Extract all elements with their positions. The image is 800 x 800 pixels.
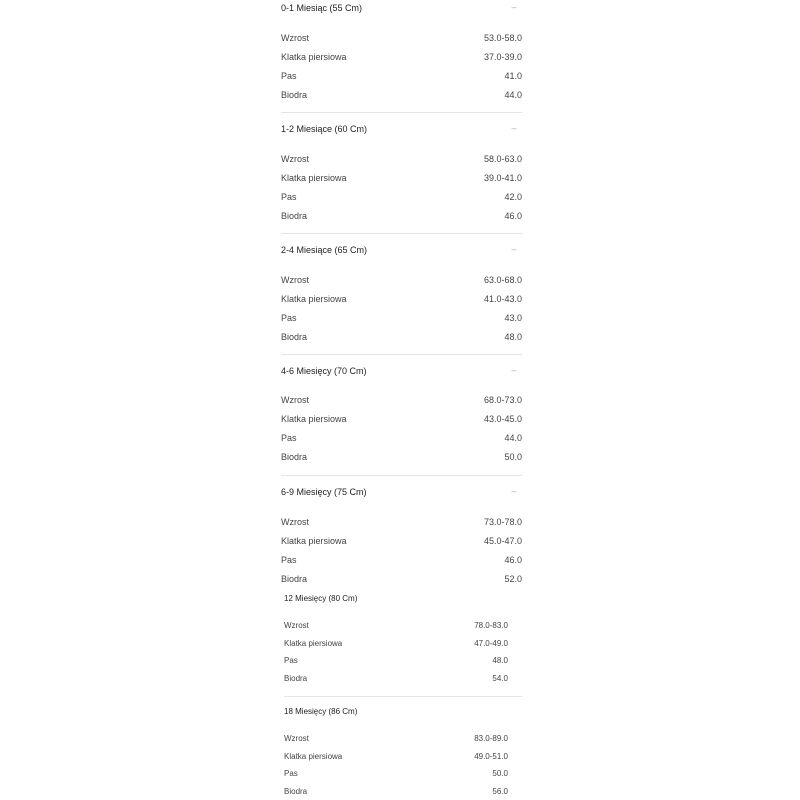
- row-value-chest: 43.0-45.0: [483, 414, 522, 424]
- row-value-waist: 46.0: [504, 555, 522, 565]
- table-row: [281, 430, 522, 446]
- row-label-hips: Biodra: [281, 574, 308, 584]
- size-section-4-6-months: [281, 363, 522, 475]
- table-row: [281, 514, 522, 530]
- row-label-hips: Biodra: [281, 332, 308, 342]
- row-value-hips: 50.0: [504, 452, 522, 462]
- row-value-chest: 39.0-41.0: [483, 173, 522, 183]
- table-row: [281, 291, 522, 307]
- row-value-height: 53.0-58.0: [483, 33, 522, 43]
- table-row: [281, 151, 522, 167]
- row-value-waist: 41.0: [504, 71, 522, 81]
- row-value-chest: 47.0-49.0: [474, 639, 508, 648]
- row-label-chest: Klatka piersiowa: [281, 414, 347, 424]
- section-divider: [281, 233, 522, 234]
- section-divider: [281, 354, 522, 355]
- row-label-height: Wzrost: [281, 395, 309, 405]
- row-value-height: 68.0-73.0: [483, 395, 522, 405]
- row-value-waist: 42.0: [504, 192, 522, 202]
- row-value-chest: 41.0-43.0: [483, 294, 522, 304]
- table-row: [281, 87, 522, 103]
- row-value-height: 63.0-68.0: [483, 275, 522, 285]
- table-row: [284, 731, 508, 747]
- table-row: [281, 411, 522, 427]
- table-row: [281, 49, 522, 65]
- section-divider: [281, 475, 522, 476]
- section-divider: [281, 112, 522, 113]
- table-row: [281, 208, 522, 224]
- row-value-hips: 54.0: [492, 674, 508, 683]
- row-label-height: Wzrost: [281, 275, 309, 285]
- table-row: [281, 310, 522, 326]
- size-section-0-1-months: [281, 0, 522, 112]
- section-divider: [284, 696, 522, 697]
- row-value-hips: 44.0: [504, 90, 522, 100]
- row-label-height: Wzrost: [284, 621, 309, 630]
- table-row: [284, 618, 508, 634]
- row-value-height: 58.0-63.0: [483, 154, 522, 164]
- table-row: [281, 329, 522, 345]
- row-label-hips: Biodra: [284, 787, 308, 796]
- row-value-chest: 49.0-51.0: [474, 752, 508, 761]
- collapse-minus-icon[interactable]: –: [511, 365, 517, 375]
- section-title: 18 Miesięcy (86 Cm): [284, 707, 358, 716]
- table-row: [281, 30, 522, 46]
- row-value-hips: 52.0: [504, 574, 522, 584]
- table-row: [281, 571, 522, 587]
- table-row: [284, 766, 508, 782]
- size-section-12-months: [284, 591, 508, 697]
- row-label-chest: Klatka piersiowa: [281, 173, 347, 183]
- section-title: 1-2 Miesiące (60 Cm): [281, 124, 368, 134]
- table-row: [281, 170, 522, 186]
- row-label-hips: Biodra: [281, 90, 308, 100]
- row-value-waist: 44.0: [504, 433, 522, 443]
- row-value-height: 83.0-89.0: [474, 734, 508, 743]
- row-value-hips: 48.0: [504, 332, 522, 342]
- row-label-hips: Biodra: [281, 211, 308, 221]
- row-value-hips: 46.0: [504, 211, 522, 221]
- collapse-minus-icon[interactable]: –: [511, 123, 517, 133]
- collapse-minus-icon[interactable]: –: [511, 2, 517, 12]
- section-title: 2-4 Miesiące (65 Cm): [281, 245, 368, 255]
- table-row: [284, 784, 508, 800]
- row-value-waist: 48.0: [492, 656, 508, 665]
- table-row: [284, 636, 508, 652]
- table-row: [281, 68, 522, 84]
- table-row: [284, 653, 508, 669]
- table-row: [281, 272, 522, 288]
- section-title: 6-9 Miesięcy (75 Cm): [281, 487, 367, 497]
- row-label-chest: Klatka piersiowa: [284, 639, 343, 648]
- collapse-minus-icon[interactable]: –: [511, 244, 517, 254]
- row-label-height: Wzrost: [284, 734, 309, 743]
- row-value-chest: 37.0-39.0: [483, 52, 522, 62]
- row-label-waist: Pas: [281, 71, 297, 81]
- size-section-18-months: [284, 704, 508, 800]
- row-value-hips: 56.0: [492, 787, 508, 796]
- collapse-minus-icon[interactable]: –: [511, 486, 517, 496]
- row-label-height: Wzrost: [281, 33, 309, 43]
- row-label-chest: Klatka piersiowa: [284, 752, 343, 761]
- row-label-chest: Klatka piersiowa: [281, 536, 347, 546]
- size-section-2-4-months: [281, 242, 522, 354]
- table-row: [281, 392, 522, 408]
- table-row: [281, 449, 522, 465]
- size-section-6-9-months: [281, 484, 522, 588]
- row-label-chest: Klatka piersiowa: [281, 294, 347, 304]
- row-label-hips: Biodra: [284, 674, 308, 683]
- row-label-hips: Biodra: [281, 452, 308, 462]
- row-label-height: Wzrost: [281, 154, 309, 164]
- row-value-chest: 45.0-47.0: [483, 536, 522, 546]
- row-label-waist: Pas: [281, 313, 297, 323]
- row-label-waist: Pas: [284, 656, 298, 665]
- section-title: 4-6 Miesięcy (70 Cm): [281, 366, 367, 376]
- row-value-height: 73.0-78.0: [483, 517, 522, 527]
- section-title: 0-1 Miesiąc (55 Cm): [281, 3, 363, 13]
- section-title: 12 Miesięcy (80 Cm): [284, 594, 358, 603]
- row-label-waist: Pas: [284, 769, 298, 778]
- row-label-waist: Pas: [281, 192, 297, 202]
- table-row: [281, 189, 522, 205]
- table-row: [281, 552, 522, 568]
- row-label-height: Wzrost: [281, 517, 309, 527]
- table-row: [281, 533, 522, 549]
- row-value-waist: 43.0: [504, 313, 522, 323]
- row-value-height: 78.0-83.0: [474, 621, 508, 630]
- row-label-chest: Klatka piersiowa: [281, 52, 347, 62]
- row-label-waist: Pas: [281, 433, 297, 443]
- row-value-waist: 50.0: [492, 769, 508, 778]
- table-row: [284, 671, 508, 687]
- table-row: [284, 749, 508, 765]
- row-label-waist: Pas: [281, 555, 297, 565]
- size-section-1-2-months: [281, 121, 522, 233]
